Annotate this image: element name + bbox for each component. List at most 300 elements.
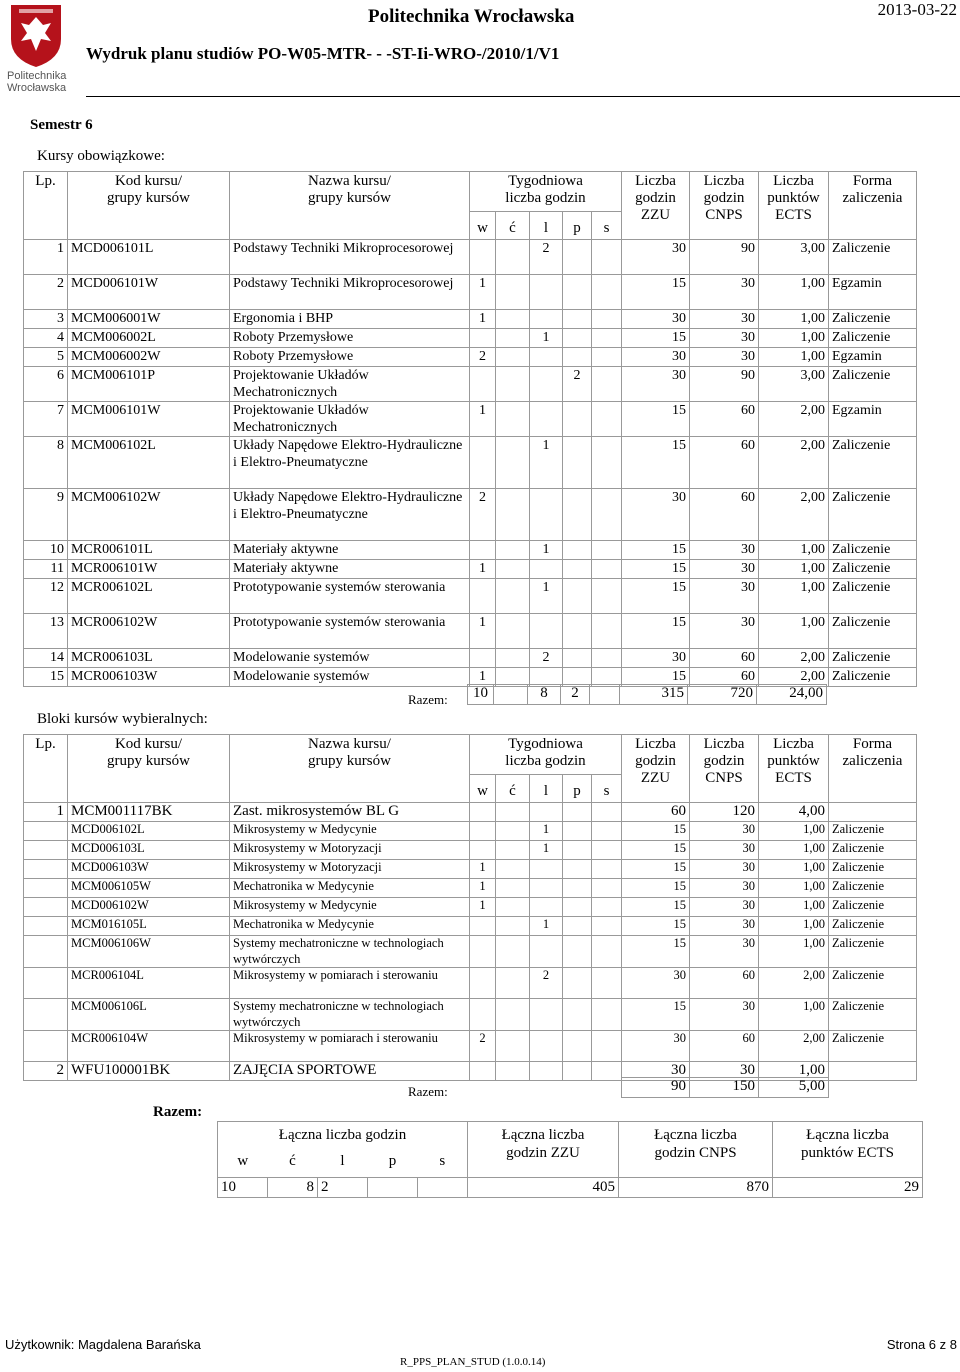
total-zzu: 90 <box>622 1078 690 1098</box>
cell-ects: 1,00 <box>759 560 829 579</box>
cell-form <box>829 1062 917 1081</box>
cell-w <box>470 367 496 402</box>
cell-cnps: 30 <box>690 822 759 841</box>
col-header-lp: Lp. <box>24 735 68 803</box>
cell-w <box>470 649 496 668</box>
cell-cnps: 60 <box>690 668 759 687</box>
cell-l: 1 <box>530 437 563 489</box>
cell-s <box>592 999 622 1031</box>
cell-lp: 1 <box>24 803 68 822</box>
cell-ects: 1,00 <box>759 1062 829 1081</box>
cell-code: MCR006102L <box>68 579 230 614</box>
cell-l <box>530 310 563 329</box>
cell-s <box>592 860 622 879</box>
cell-lp: 3 <box>24 310 68 329</box>
col-header-code: Kod kursu/ grupy kursów <box>68 172 230 240</box>
table-row <box>24 437 917 489</box>
cell-name: Mikrosystemy w Motoryzacji <box>230 841 470 860</box>
cell-w <box>470 999 496 1031</box>
cell-ects: 2,00 <box>759 1031 829 1062</box>
cell-ects: 1,00 <box>759 898 829 917</box>
cell-s <box>592 1031 622 1062</box>
cell-name: Podstawy Techniki Mikroprocesorowej <box>230 240 470 275</box>
elective-heading: Bloki kursów wybieralnych: <box>37 711 208 727</box>
cell-name: Mikrosystemy w pomiarach i sterowaniu <box>230 1031 470 1062</box>
cell-s <box>592 367 622 402</box>
cell-ects: 1,00 <box>759 879 829 898</box>
col-header-zzu: Liczba godzin ZZU <box>622 735 690 803</box>
table-row <box>24 579 917 614</box>
cell-code: MCR006101L <box>68 541 230 560</box>
cell-p <box>563 579 592 614</box>
cell-ects: 2,00 <box>759 968 829 999</box>
cell-name: Modelowanie systemów <box>230 668 470 687</box>
cell-s <box>592 437 622 489</box>
cell-l: 1 <box>530 822 563 841</box>
cell-zzu: 15 <box>622 437 690 489</box>
cell-lp <box>24 968 68 999</box>
cell-l <box>530 936 563 968</box>
footer-user: Użytkownik: Magdalena Barańska <box>5 1337 201 1352</box>
cell-form: Zaliczenie <box>829 489 917 541</box>
cell-zzu: 15 <box>622 541 690 560</box>
cell-zzu: 15 <box>622 936 690 968</box>
cell-lp <box>24 898 68 917</box>
cell-form: Zaliczenie <box>829 1031 917 1062</box>
cell-p <box>563 936 592 968</box>
cell-l <box>530 1062 563 1081</box>
mandatory-courses-table <box>23 171 917 687</box>
cell-l <box>530 560 563 579</box>
cell-form: Zaliczenie <box>829 329 917 348</box>
cell-lp: 11 <box>24 560 68 579</box>
table-row <box>24 999 917 1031</box>
cell-cnps: 30 <box>690 310 759 329</box>
cell-form: Zaliczenie <box>829 999 917 1031</box>
cell-lp: 8 <box>24 437 68 489</box>
cell-zzu: 15 <box>622 860 690 879</box>
cell-c <box>496 275 530 310</box>
col-header-l: l <box>530 212 563 240</box>
cell-c <box>496 437 530 489</box>
cell-l <box>530 999 563 1031</box>
cell-l <box>530 803 563 822</box>
mandatory-total-label: Razem: <box>408 692 448 707</box>
cell-l <box>530 402 563 437</box>
cell-c <box>496 541 530 560</box>
cell-c <box>496 803 530 822</box>
grand-header-w: w <box>218 1152 268 1178</box>
cell-w: 2 <box>470 489 496 541</box>
cell-zzu: 30 <box>622 310 690 329</box>
cell-zzu: 15 <box>622 822 690 841</box>
cell-w <box>470 936 496 968</box>
university-logo <box>5 3 69 95</box>
cell-name: Roboty Przemysłowe <box>230 348 470 367</box>
cell-w <box>470 240 496 275</box>
cell-lp: 7 <box>24 402 68 437</box>
cell-name: Ergonomia i BHP <box>230 310 470 329</box>
total-s <box>590 685 620 705</box>
cell-c <box>496 579 530 614</box>
cell-s <box>592 541 622 560</box>
table-row <box>24 614 917 649</box>
elective-total-table <box>621 1077 829 1098</box>
col-header-l: l <box>530 775 563 803</box>
cell-ects: 1,00 <box>759 310 829 329</box>
cell-name: Mechatronika w Medycynie <box>230 917 470 936</box>
table-row <box>24 879 917 898</box>
col-header-w: w <box>470 212 496 240</box>
cell-zzu: 30 <box>622 968 690 999</box>
cell-p <box>563 348 592 367</box>
mandatory-total-table <box>467 684 827 705</box>
cell-s <box>592 614 622 649</box>
cell-name: Mikrosystemy w pomiarach i sterowaniu <box>230 968 470 999</box>
cell-c <box>496 879 530 898</box>
cell-s <box>592 917 622 936</box>
cell-p <box>563 860 592 879</box>
cell-name: Mikrosystemy w Medycynie <box>230 822 470 841</box>
grand-total-table <box>217 1121 923 1198</box>
print-date: 2013-03-22 <box>877 0 957 19</box>
cell-s <box>592 649 622 668</box>
cell-code: MCM006101W <box>68 402 230 437</box>
cell-lp: 4 <box>24 329 68 348</box>
table-row <box>24 898 917 917</box>
total-ects: 24,00 <box>757 685 827 705</box>
cell-l: 1 <box>530 841 563 860</box>
cell-code: MCM016105L <box>68 917 230 936</box>
cell-zzu: 15 <box>622 668 690 687</box>
cell-lp <box>24 936 68 968</box>
cell-name: Projektowanie Układów Mechatronicznych <box>230 367 470 402</box>
cell-l <box>530 879 563 898</box>
cell-form: Zaliczenie <box>829 560 917 579</box>
col-header-ects: Liczba punktów ECTS <box>759 172 829 240</box>
cell-c <box>496 999 530 1031</box>
cell-w <box>470 541 496 560</box>
cell-s <box>592 275 622 310</box>
cell-name: Systemy mechatroniczne w technologiach wytwórczych <box>230 999 470 1031</box>
footer-page: Strona 6 z 8 <box>886 1337 957 1352</box>
cell-ects: 1,00 <box>759 541 829 560</box>
cell-ects: 3,00 <box>759 240 829 275</box>
cell-c <box>496 841 530 860</box>
cell-lp: 5 <box>24 348 68 367</box>
col-header-c: ć <box>496 775 530 803</box>
cell-lp <box>24 841 68 860</box>
table-row <box>24 841 917 860</box>
table-header-row <box>24 735 917 775</box>
cell-l: 2 <box>530 240 563 275</box>
cell-cnps: 30 <box>690 348 759 367</box>
cell-s <box>592 898 622 917</box>
cell-cnps: 30 <box>690 541 759 560</box>
cell-lp <box>24 879 68 898</box>
total-l: 8 <box>528 685 561 705</box>
cell-lp: 2 <box>24 275 68 310</box>
cell-code: MCD006101W <box>68 275 230 310</box>
cell-form: Zaliczenie <box>829 437 917 489</box>
cell-p <box>563 999 592 1031</box>
cell-s <box>592 879 622 898</box>
cell-code: WFU100001BK <box>68 1062 230 1081</box>
cell-name: Materiały aktywne <box>230 541 470 560</box>
cell-lp: 2 <box>24 1062 68 1081</box>
cell-s <box>592 240 622 275</box>
cell-ects: 1,00 <box>759 348 829 367</box>
cell-ects: 1,00 <box>759 579 829 614</box>
cell-p <box>563 310 592 329</box>
cell-p <box>563 614 592 649</box>
cell-p: 2 <box>563 367 592 402</box>
mandatory-heading: Kursy obowiązkowe: <box>37 148 165 164</box>
semester-heading: Semestr 6 <box>30 117 93 133</box>
cell-s <box>592 841 622 860</box>
table-row <box>24 367 917 402</box>
cell-c <box>496 489 530 541</box>
cell-l <box>530 860 563 879</box>
cell-lp: 13 <box>24 614 68 649</box>
cell-p <box>563 1031 592 1062</box>
cell-lp <box>24 917 68 936</box>
cell-l <box>530 898 563 917</box>
col-header-s: s <box>592 775 622 803</box>
cell-lp <box>24 999 68 1031</box>
cell-form: Egzamin <box>829 275 917 310</box>
table-row <box>24 541 917 560</box>
cell-cnps: 30 <box>690 917 759 936</box>
cell-c <box>496 310 530 329</box>
cell-cnps: 30 <box>690 579 759 614</box>
cell-s <box>592 822 622 841</box>
cell-ects: 2,00 <box>759 437 829 489</box>
cell-zzu: 15 <box>622 879 690 898</box>
cell-zzu: 15 <box>622 560 690 579</box>
cell-form: Zaliczenie <box>829 968 917 999</box>
cell-lp: 9 <box>24 489 68 541</box>
table-row <box>24 489 917 541</box>
cell-c <box>496 329 530 348</box>
col-header-form: Forma zaliczenia <box>829 172 917 240</box>
footer-report-id: R_PPS_PLAN_STUD (1.0.0.14) <box>400 1356 546 1368</box>
cell-s <box>592 803 622 822</box>
cell-l: 1 <box>530 917 563 936</box>
cell-code: MCD006102L <box>68 822 230 841</box>
grand-header-p: p <box>368 1152 418 1178</box>
grand-total-l: 2 <box>318 1178 368 1198</box>
elective-total-label: Razem: <box>408 1084 448 1099</box>
grand-hours-header: Łączna liczba godzin <box>218 1122 468 1152</box>
cell-c <box>496 614 530 649</box>
cell-form: Zaliczenie <box>829 917 917 936</box>
cell-form: Zaliczenie <box>829 541 917 560</box>
table-row <box>24 310 917 329</box>
col-header-cnps: Liczba godzin CNPS <box>690 735 759 803</box>
cell-s <box>592 968 622 999</box>
cell-zzu: 15 <box>622 999 690 1031</box>
cell-form: Zaliczenie <box>829 822 917 841</box>
cell-zzu: 60 <box>622 803 690 822</box>
cell-l: 1 <box>530 329 563 348</box>
cell-cnps: 30 <box>690 841 759 860</box>
logo-text: Wrocławska <box>7 82 67 94</box>
cell-w <box>470 1062 496 1081</box>
cell-lp: 12 <box>24 579 68 614</box>
table-row <box>24 803 917 822</box>
cell-lp: 6 <box>24 367 68 402</box>
cell-name: Mikrosystemy w Medycynie <box>230 898 470 917</box>
table-row <box>24 329 917 348</box>
cell-s <box>592 402 622 437</box>
cell-w: 1 <box>470 275 496 310</box>
cell-zzu: 30 <box>622 1062 690 1081</box>
cell-form: Zaliczenie <box>829 240 917 275</box>
cell-ects: 2,00 <box>759 668 829 687</box>
cell-w <box>470 437 496 489</box>
cell-zzu: 30 <box>622 240 690 275</box>
cell-form: Zaliczenie <box>829 367 917 402</box>
cell-p <box>563 649 592 668</box>
cell-zzu: 15 <box>622 614 690 649</box>
cell-zzu: 30 <box>622 367 690 402</box>
cell-w: 2 <box>470 1031 496 1062</box>
cell-w: 1 <box>470 614 496 649</box>
col-header-ects: Liczba punktów ECTS <box>759 735 829 803</box>
cell-l: 1 <box>530 579 563 614</box>
cell-cnps: 60 <box>690 489 759 541</box>
cell-cnps: 60 <box>690 402 759 437</box>
cell-l <box>530 348 563 367</box>
col-header-cnps: Liczba godzin CNPS <box>690 172 759 240</box>
cell-form: Zaliczenie <box>829 579 917 614</box>
cell-name: Zast. mikrosystemów BL G <box>230 803 470 822</box>
cell-ects: 2,00 <box>759 649 829 668</box>
cell-l <box>530 489 563 541</box>
cell-ects: 1,00 <box>759 999 829 1031</box>
cell-p <box>563 240 592 275</box>
cell-c <box>496 649 530 668</box>
table-row <box>24 860 917 879</box>
grand-ects-header: Łączna liczba punktów ECTS <box>773 1122 923 1178</box>
cell-code: MCM006106W <box>68 936 230 968</box>
cell-name: Mechatronika w Medycynie <box>230 879 470 898</box>
cell-code: MCM006002L <box>68 329 230 348</box>
grand-total-s <box>418 1178 468 1198</box>
cell-c <box>496 348 530 367</box>
col-header-lp: Lp. <box>24 172 68 240</box>
cell-zzu: 15 <box>622 579 690 614</box>
table-header-row <box>24 172 917 212</box>
cell-ects: 1,00 <box>759 841 829 860</box>
cell-form: Zaliczenie <box>829 898 917 917</box>
cell-zzu: 15 <box>622 841 690 860</box>
grand-total-p <box>368 1178 418 1198</box>
cell-c <box>496 560 530 579</box>
cell-l <box>530 614 563 649</box>
cell-zzu: 15 <box>622 275 690 310</box>
cell-cnps: 30 <box>690 860 759 879</box>
cell-form: Zaliczenie <box>829 860 917 879</box>
cell-p <box>563 803 592 822</box>
cell-zzu: 15 <box>622 329 690 348</box>
cell-p <box>563 898 592 917</box>
cell-code: MCM006002W <box>68 348 230 367</box>
cell-w: 1 <box>470 560 496 579</box>
cell-w <box>470 579 496 614</box>
cell-code: MCD006103L <box>68 841 230 860</box>
cell-code: MCR006104L <box>68 968 230 999</box>
cell-p <box>563 822 592 841</box>
cell-ects: 1,00 <box>759 275 829 310</box>
cell-form <box>829 803 917 822</box>
table-row <box>24 968 917 999</box>
cell-c <box>496 1031 530 1062</box>
cell-form: Zaliczenie <box>829 310 917 329</box>
cell-cnps: 30 <box>690 898 759 917</box>
table-row <box>24 822 917 841</box>
cell-w: 1 <box>470 879 496 898</box>
col-header-name: Nazwa kursu/ grupy kursów <box>230 735 470 803</box>
cell-lp: 14 <box>24 649 68 668</box>
cell-s <box>592 936 622 968</box>
cell-ects: 2,00 <box>759 489 829 541</box>
cell-l: 2 <box>530 968 563 999</box>
cell-cnps: 90 <box>690 367 759 402</box>
cell-code: MCM006102W <box>68 489 230 541</box>
table-row <box>24 560 917 579</box>
cell-code: MCR006103L <box>68 649 230 668</box>
cell-name: ZAJĘCIA SPORTOWE <box>230 1062 470 1081</box>
cell-code: MCM001117BK <box>68 803 230 822</box>
cell-cnps: 30 <box>690 999 759 1031</box>
cell-code: MCD006103W <box>68 860 230 879</box>
cell-c <box>496 402 530 437</box>
cell-c <box>496 1062 530 1081</box>
grand-header-s: s <box>418 1152 468 1178</box>
cell-w: 1 <box>470 310 496 329</box>
cell-ects: 2,00 <box>759 402 829 437</box>
table-row <box>24 1031 917 1062</box>
cell-code: MCM006106L <box>68 999 230 1031</box>
cell-code: MCM006102L <box>68 437 230 489</box>
cell-name: Układy Napędowe Elektro-Hydrauliczne i Elektro-Pneumatyczne <box>230 489 470 541</box>
cell-ects: 1,00 <box>759 329 829 348</box>
cell-w: 1 <box>470 860 496 879</box>
grand-header-c: ć <box>268 1152 318 1178</box>
grand-total-c: 8 <box>268 1178 318 1198</box>
cell-p <box>563 275 592 310</box>
cell-lp: 10 <box>24 541 68 560</box>
cell-lp <box>24 1031 68 1062</box>
cell-form: Egzamin <box>829 348 917 367</box>
cell-code: MCD006101L <box>68 240 230 275</box>
grand-total-ects: 29 <box>773 1178 923 1198</box>
cell-s <box>592 489 622 541</box>
cell-c <box>496 968 530 999</box>
cell-c <box>496 898 530 917</box>
cell-p <box>563 489 592 541</box>
grand-cnps-header: Łączna liczba godzin CNPS <box>619 1122 773 1178</box>
col-header-code: Kod kursu/ grupy kursów <box>68 735 230 803</box>
cell-w <box>470 917 496 936</box>
cell-ects: 1,00 <box>759 917 829 936</box>
cell-code: MCR006103W <box>68 668 230 687</box>
cell-cnps: 30 <box>690 560 759 579</box>
total-zzu: 315 <box>620 685 688 705</box>
cell-w <box>470 803 496 822</box>
